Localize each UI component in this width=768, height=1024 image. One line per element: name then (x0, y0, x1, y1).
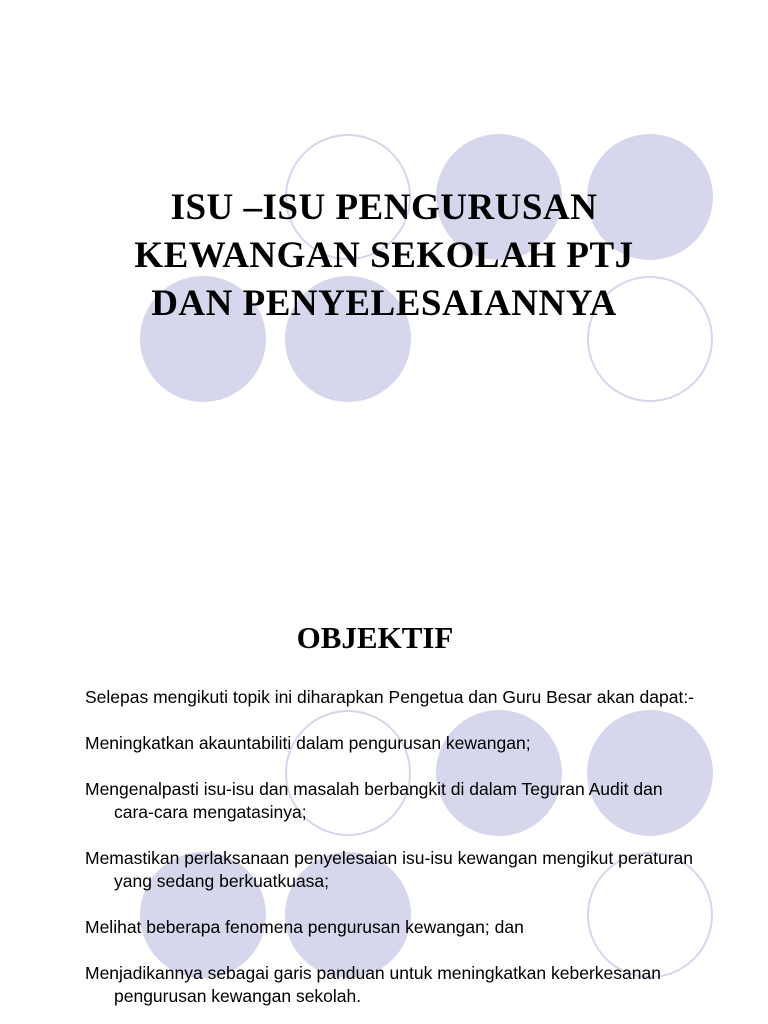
title-line: ISU –ISU PENGURUSAN (170, 187, 598, 228)
list-item: Mengenalpasti isu-isu dan masalah berbangkit di dalam Teguran Audit dan cara-cara mengatasinya; (85, 779, 663, 822)
list-item: Menjadikannya sebagai garis panduan untuk meningkatkan keberkesanan pengurusan kewangan sekolah. (85, 963, 661, 1006)
objective-slide (0, 576, 768, 1024)
title-line: KEWANGAN SEKOLAH PTJ (134, 235, 634, 276)
list-item: Selepas mengikuti topik ini diharapkan Pengetua dan Guru Besar akan dapat:- (85, 687, 695, 707)
objective-list (85, 686, 705, 1024)
list-item: Memastikan perlaksanaan penyelesaian isu-isu kewangan mengikut peraturan yang sedang berkuatkuasa; (85, 848, 693, 891)
list-item: Meningkatkan akauntabiliti dalam pengurusan kewangan; (85, 733, 531, 753)
title-line: DAN PENYELESAIANNYA (151, 283, 617, 324)
list-item: Melihat beberapa fenomena pengurusan kewangan; dan (85, 917, 524, 937)
slide-title (0, 184, 768, 328)
objective-heading: OBJEKTIF (296, 620, 454, 655)
